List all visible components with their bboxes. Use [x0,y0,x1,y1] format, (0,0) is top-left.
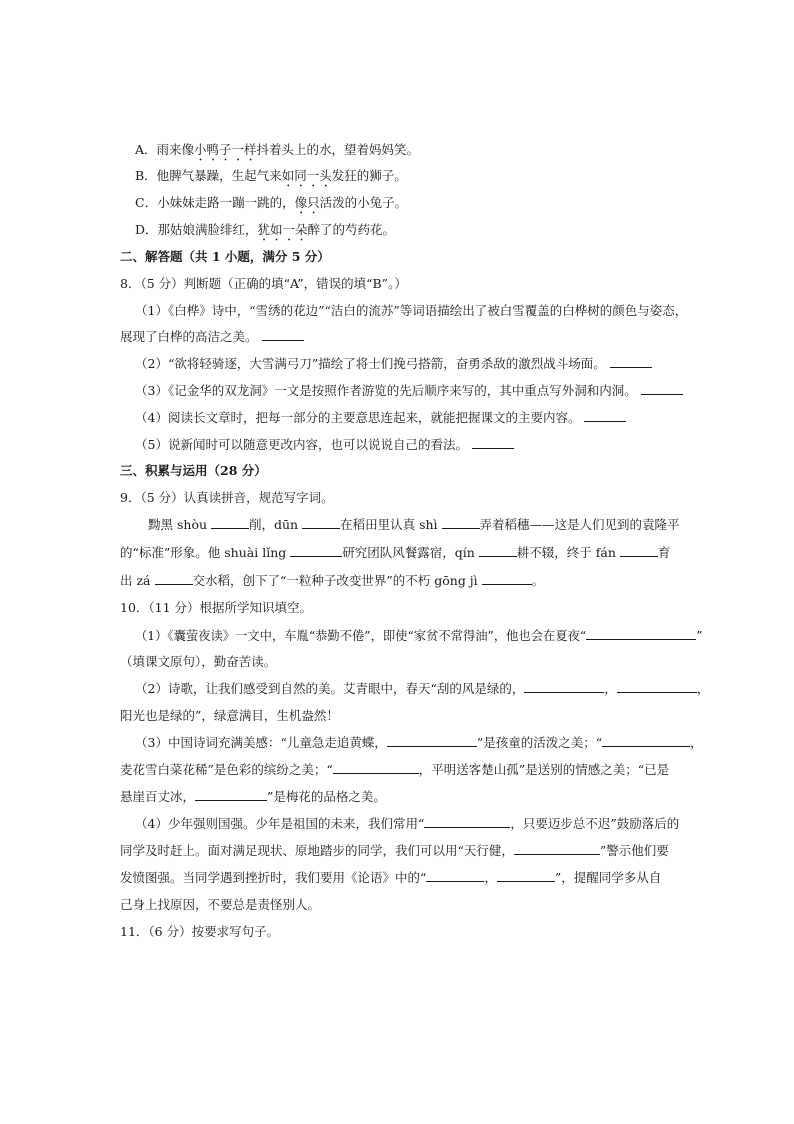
q8-item-1: （1）《白桦》诗中，“雪绣的花边”“洁白的流苏”等词语描绘出了被白雪覆盖的白桦树的颜色与姿态， [135,303,688,318]
answer-blank[interactable] [333,761,419,774]
option-b-text: B．他脾气暴躁，生起气来 [135,168,282,183]
answer-blank[interactable] [617,680,697,693]
answer-blank[interactable] [641,382,683,395]
q10-part-4-cont-2 [120,869,661,887]
q10-text: 发愤图强。当同学遇到挫折时，我们要用《论语》中的“ [120,870,427,885]
q10-stem: 10．（11 分）根据所学知识填空。 [120,600,313,615]
answer-blank[interactable] [620,544,658,557]
q10-part-3-cont-2 [120,788,386,806]
answer-blank[interactable] [262,328,304,341]
option-d-text-end: 醉了的芍药花。 [307,222,396,237]
q8-item-2-text: （2）“欲将轻骑逐，大雪满弓刀”描绘了将士们挽弓搭箭，奋勇杀敌的激烈战斗场面。 [135,356,606,371]
q10-text: （2）诗歌，让我们感受到自然的美。艾青眼中，春天“刮的风是绿的， [135,681,525,696]
option-c-text-end: 活泼的小兔子。 [319,195,408,210]
answer-blank[interactable] [610,355,652,368]
q10-text: ，只要迈步总不迟”鼓励落后的 [510,816,680,831]
option-c-text: C．小妹妹走路一蹦一跳的， [135,195,295,210]
answer-blank[interactable] [424,815,510,828]
q10-part-3-cont [120,761,669,779]
q10-text: ， [696,681,710,696]
q9-text: 育 [657,545,671,560]
q9-text: 削，dūn [249,517,299,532]
option-d [135,221,395,244]
answer-blank[interactable] [387,734,477,747]
q9-text: 弄着稻穗——这是人们见到的袁隆平 [479,517,680,532]
option-b-text-end: 发狂的狮子。 [331,168,407,183]
q10-part-2-cont: 阳光也是绿的”，绿意满目，生机盎然！ [120,708,339,723]
q10-part-3 [135,734,703,752]
answer-blank[interactable] [514,842,600,855]
section-2-title: 二、解答题（共 1 小题，满分 5 分） [120,249,330,264]
option-a-dotted: 小鸭子一样 [194,142,257,157]
q10-part-4-cont [120,842,669,860]
q9-stem: 9．（5 分）认真读拼音，规范写字词。 [120,490,334,505]
answer-blank[interactable] [290,544,342,557]
q10-part-1-cont: （填课文原句），勤奋苦读。 [120,654,277,669]
q10-part-4-cont-3: 己身上找原因，不要总是责怪别人。 [120,897,321,912]
answer-blank[interactable] [584,409,626,422]
q10-part-4 [135,815,679,833]
q9-text: 的“标准”形象。他 shuài lǐng [120,545,287,560]
q9-text: 耕不辍，终于 fán [516,545,616,560]
q8-item-1-cont [120,328,304,346]
option-b [135,167,407,190]
q10-text: ”警示他们要 [599,843,669,858]
answer-blank[interactable] [479,544,517,557]
q8-item-3-text: （3）《记金华的双龙洞》一文是按照作者游览的先后顺序来写的，其中重点写外洞和内洞。 [135,383,637,398]
option-b-dotted: 如同一头 [281,168,332,183]
q8-item-4 [135,409,626,427]
option-d-dotted: 犹如一朵 [257,222,308,237]
q10-part-2 [135,680,709,698]
option-a-text: A．雨来像 [135,142,195,157]
q8-item-5-text: （5）说新闻时可以随意更改内容，也可以说说自己的看法。 [135,437,468,452]
answer-blank[interactable] [195,788,267,801]
q9-text: 在稻田里认真 shì [340,517,438,532]
q8-item-4-text: （4）阅读长文章时，把每一部分的主要意思连起来，就能把握课文的主要内容。 [135,410,581,425]
q9-line-2 [120,544,670,562]
option-a [135,141,419,164]
q9-text: 研究团队风餐露宿，qín [342,545,475,560]
q9-text: 交水稻，创下了“一粒种子改变世界”的不朽 gōng jì [192,573,478,588]
q10-text: 同学及时赶上。面对满足现状、原地踏步的同学，我们可以用“天行健， [120,843,514,858]
answer-blank[interactable] [442,516,480,529]
answer-blank[interactable] [211,516,249,529]
answer-blank[interactable] [602,734,690,747]
q10-text: ， [690,735,703,750]
q10-text: ” [696,629,703,643]
q9-text: 黝黑 shòu [148,517,208,532]
q10-text: （4）少年强则国强。少年是祖国的未来，我们常用“ [135,816,425,831]
q10-text: ”，提醒同学多从自 [554,870,662,885]
q10-text: （1）《囊萤夜读》一文中，车胤“恭勤不倦”，即使“家贫不常得油”，他也会在夏夜“ [135,629,587,643]
section-3-title: 三、积累与运用（28 分） [120,463,267,478]
q9-text: 出 zá [120,573,151,588]
answer-blank[interactable] [497,869,555,882]
answer-blank[interactable] [302,516,340,529]
q8-item-3 [135,382,683,400]
q10-part-1 [135,627,703,645]
q9-line-3 [120,572,544,590]
q9-text: 。 [531,573,545,588]
q8-item-1-cont-text: 展现了白桦的高洁之美。 [120,329,258,344]
q8-item-2 [135,355,652,373]
answer-blank[interactable] [586,627,696,640]
q10-text: ，平明送客楚山孤”是送别的情感之美；“已是 [418,762,670,777]
answer-blank[interactable] [472,436,514,449]
answer-blank[interactable] [482,572,532,585]
q10-text: （3）中国诗词充满美感：“儿童急走追黄蝶， [135,735,387,750]
option-c-dotted: 像只 [294,195,320,210]
q10-text: ”是孩童的活泼之美；“ [476,735,603,750]
q10-text: ， [484,870,497,885]
option-c [135,194,407,217]
answer-blank[interactable] [524,680,604,693]
q11-stem: 11．（6 分）按要求写句子。 [120,924,280,939]
option-d-text: D．那姑娘满脸绯红， [135,222,258,237]
q10-text: ， [604,681,617,696]
q9-line-1 [148,516,680,534]
q10-text: 麦花雪白菜花稀”是色彩的缤纷之美；“ [120,762,333,777]
q10-text: ”是梅花的品格之美。 [267,789,386,804]
q8-stem: 8．（5 分）判断题（正确的填“A”，错误的填“B”。） [120,276,407,291]
option-a-text-end: 抖着头上的水，望着妈妈笑。 [256,142,420,157]
q10-text: 悬崖百丈冰， [120,789,196,804]
q8-item-5 [135,436,514,454]
answer-blank[interactable] [426,869,484,882]
answer-blank[interactable] [155,572,193,585]
